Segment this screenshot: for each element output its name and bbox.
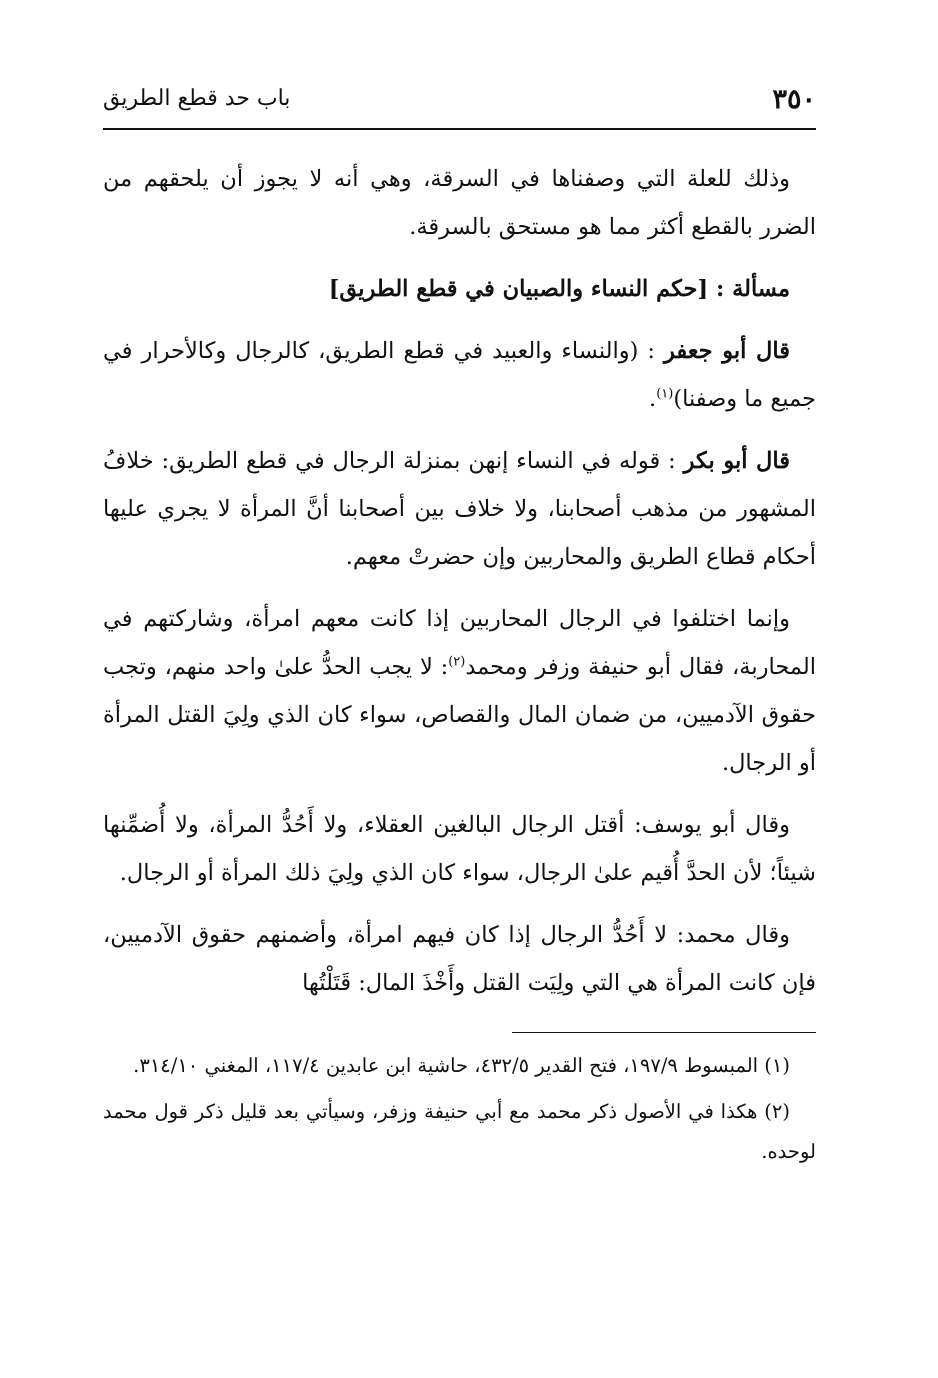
footnote-2: (٢) هكذا في الأصول ذكر محمد مع أبي حنيفة وزفر، وسيأتي بعد قليل ذكر قول محمد لوحده. bbox=[103, 1100, 816, 1163]
paragraph-disagreement bbox=[103, 595, 816, 787]
footnote-1: (١) المبسوط ١٩٧/٩، فتح القدير ٤٣٢/٥، حاشية ابن عابدين ١١٧/٤، المغني ٣١٤/١٠. bbox=[133, 1054, 790, 1077]
section-heading bbox=[103, 265, 816, 313]
paragraph-muhammad: وقال محمد: لا أَحُدُّ الرجال إذا كان فيهم امرأة، وأضمنهم حقوق الآدميين، فإن كانت المرأة هي التي ولِيَت القتل وأَخْذَ المال: قَتَلْتُها bbox=[103, 922, 816, 996]
heading-label: مسألة : bbox=[715, 276, 790, 302]
disagreement-text-b: : لا يجب الحدُّ علىٰ واحد منهم، وتجب حقوق الآدميين، من ضمان المال والقصاص، سواء كان الذي ولِيَ القتل المرأة أو الرجال. bbox=[103, 654, 816, 776]
disagreement-text-a: وإنما اختلفوا في الرجال المحاربين إذا كانت معهم امرأة، وشاركتهم في المحاربة، فقال أبو حنيفة وزفر ومحمد bbox=[103, 606, 816, 680]
page-header bbox=[103, 82, 816, 130]
quote-text: : (والنساء والعبيد في قطع الطريق، كالرجال وكالأحرار في جميع ما وصفنا) bbox=[103, 338, 816, 412]
paragraph-reason: وذلك للعلة التي وصفناها في السرقة، وهي أنه لا يجوز أن يلحقهم من الضرر بالقطع أكثر مما هو مستحق بالسرقة. bbox=[103, 166, 816, 240]
paragraph-abu-yusuf: وقال أبو يوسف: أقتل الرجال البالغين العقلاء، ولا أَحُدُّ المرأة، ولا أُضمِّنها شيئاً؛ لأن الحدَّ أُقيم علىٰ الرجال، سواء كان الذي ولِيَ ذلك المرأة أو الرجال. bbox=[103, 812, 816, 886]
speaker-abu-jafar: قال أبو جعفر bbox=[664, 338, 791, 364]
paragraph-abu-jafar bbox=[103, 327, 816, 423]
page-number: ٣٥٠ bbox=[772, 84, 816, 115]
main-text bbox=[103, 155, 816, 1021]
heading-title: [حكم النساء والصبيان في قطع الطريق] bbox=[328, 276, 709, 302]
paragraph-abu-bakr bbox=[103, 437, 816, 581]
running-title: باب حد قطع الطريق bbox=[103, 86, 291, 111]
footnote-ref-1: (١) bbox=[656, 386, 674, 402]
commentary-text: : قوله في النساء إنهن بمنزلة الرجال في قطع الطريق: خلافُ المشهور من مذهب أصحابنا، ولا خلاف بين أصحابنا أنَّ المرأة لا يجري عليها أحكام قطاع الطريق والمحاربين وإن حضرتْ معهم. bbox=[103, 448, 816, 570]
footnote-ref-2: (٢) bbox=[448, 654, 466, 670]
footnotes bbox=[103, 1046, 816, 1178]
speaker-abu-bakr: قال أبو بكر bbox=[683, 448, 790, 474]
quote-end: . bbox=[649, 386, 657, 412]
footnote-divider bbox=[512, 1032, 816, 1033]
